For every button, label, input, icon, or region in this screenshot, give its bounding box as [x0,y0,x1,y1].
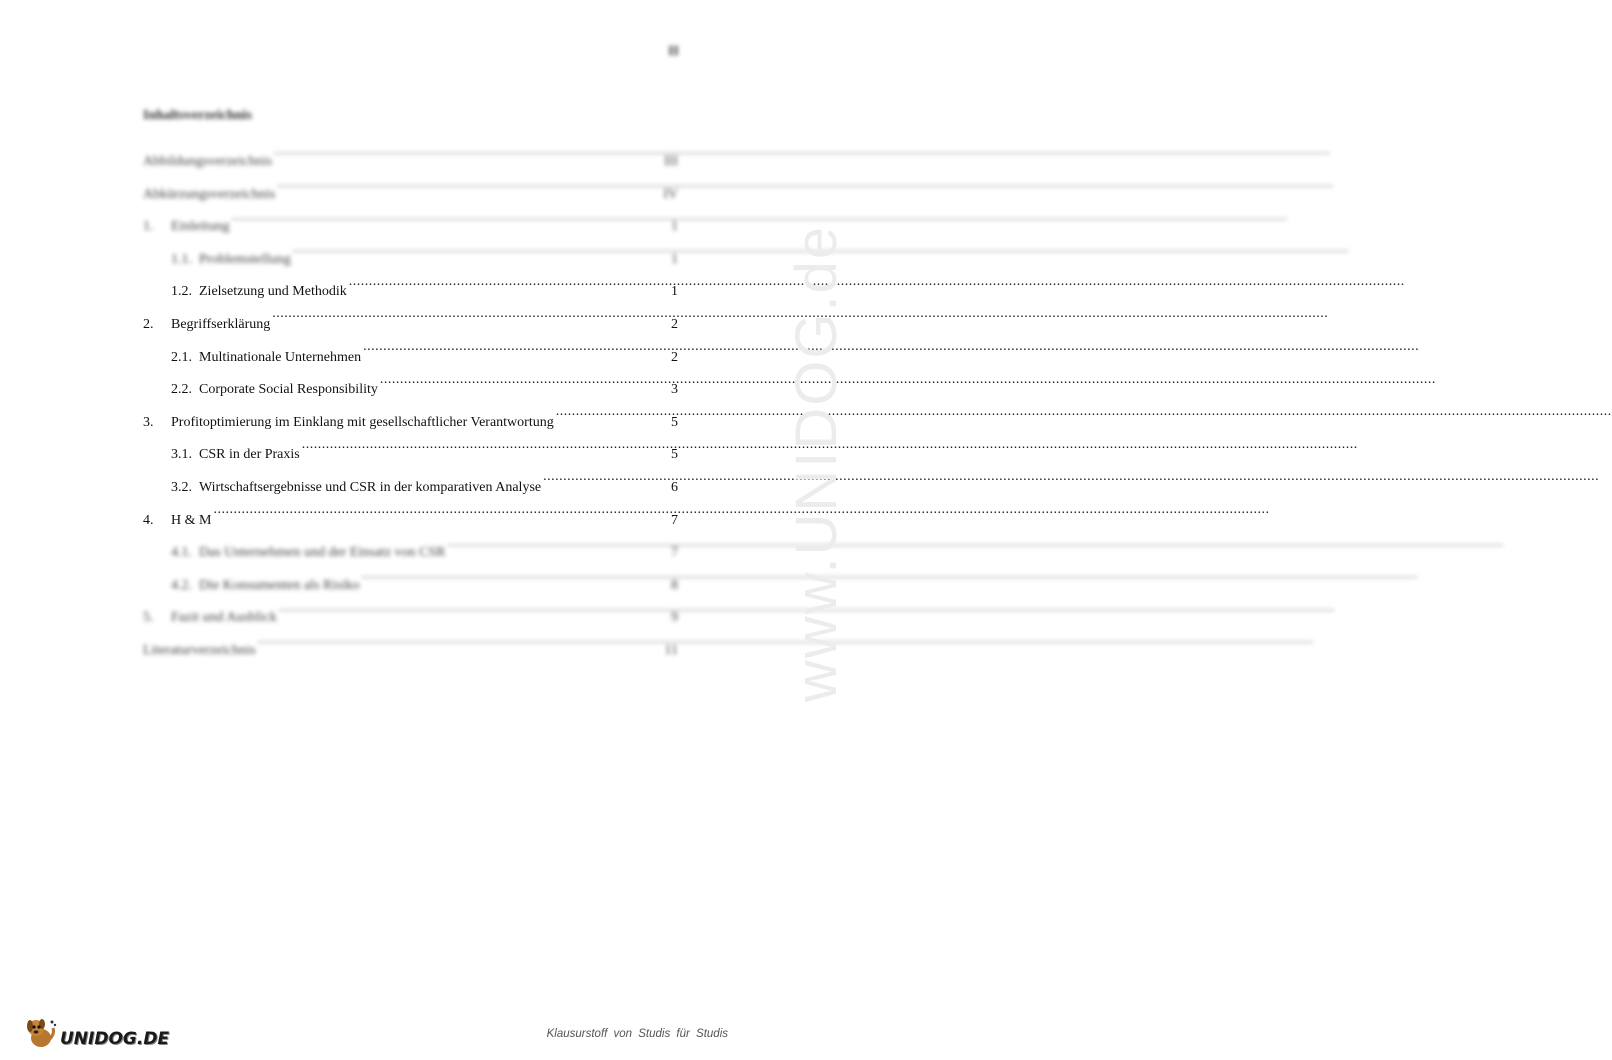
watermark: www.UNIDOG.de [784,224,850,703]
toc-entry-page: 8 [671,577,678,593]
toc-entry-page: 1 [671,251,678,267]
toc-entry-label: Wirtschaftsergebnisse und CSR in der komparativen Analyse [199,479,542,495]
toc-entry-number: 4.1. [171,545,192,561]
toc-entry-label: Profitoptimierung im Einklang mit gesellschaftlicher Verantwortung [171,414,554,430]
dog-mascot-icon [22,1014,58,1050]
toc-dot-leader [213,510,670,524]
toc-dot-leader [293,249,670,263]
toc-entry-number: 3. [143,414,154,430]
toc-entry-number: 5. [143,610,154,626]
toc-entry-page: 2 [671,349,678,365]
toc-dot-leader [448,542,670,556]
toc-entry-page: 9 [671,610,678,626]
page-number: II [668,44,679,59]
table-of-contents [143,146,678,668]
toc-entry-page: 7 [671,545,678,561]
toc-entry-number: 1.2. [171,284,192,300]
toc-entry-number: 2.2. [171,382,192,398]
toc-title: Inhaltsverzeichnis [143,108,252,123]
toc-entry-label: Fazit und Ausblick [171,610,277,626]
toc-entry-number: 4. [143,512,154,528]
toc-entry-number: 3.1. [171,447,192,463]
toc-entry-label: Begriffserklärung [171,316,271,332]
toc-entry-label: Multinationale Unternehmen [199,349,362,365]
toc-entry-number: 4.2. [171,577,192,593]
toc-entry-page: 6 [671,479,678,495]
toc-dot-leader [363,347,670,361]
toc-dot-leader [380,379,670,393]
toc-dot-leader [556,412,670,426]
toc-entry-label: Abkürzungsverzeichnis [143,186,276,202]
toc-entry-number: 1.1. [171,251,192,267]
toc-entry-page: 1 [671,219,678,235]
toc-dot-leader [258,640,664,654]
toc-entry-label: Problemstellung [199,251,291,267]
toc-dot-leader [272,314,670,328]
toc-entry-label: Abbildungsverzeichnis [143,154,273,169]
toc-entry-number: 2.1. [171,349,192,365]
toc-entry-number: 1. [143,219,154,235]
toc-dot-leader [302,444,670,458]
toc-entry-number: 2. [143,316,154,332]
toc-entry-page: IV [663,186,678,202]
toc-dot-leader [231,216,670,230]
toc-entry-number: 3.2. [171,479,192,495]
toc-entry-label: Zielsetzung und Methodik [199,284,347,300]
toc-entry-label: Einleitung [171,219,230,235]
toc-dot-leader [277,184,662,198]
toc-entry [143,635,678,668]
logo-text: UNIDOG.DE [60,1029,170,1049]
toc-dot-leader [279,607,670,621]
toc-entry-label: Das Unternehmen und der Einsatz von CSR [199,545,446,561]
logo [22,1014,169,1050]
toc-dot-leader [543,477,670,491]
toc-entry-page: 1 [671,284,678,300]
toc-entry-page: 3 [671,382,678,398]
toc-entry-label: Die Konsumenten als Risiko [199,577,360,593]
toc-entry-page: 5 [671,447,678,463]
toc-entry-label: H & M [171,512,212,528]
toc-entry-page: 5 [671,414,678,430]
toc-entry-page: III [664,154,678,169]
toc-entry-label: Literaturverzeichnis [143,642,256,658]
toc-entry-page: 2 [671,316,678,332]
toc-dot-leader [362,575,670,589]
toc-entry-label: Corporate Social Responsibility [199,382,378,398]
toc-entry-page: 11 [664,642,678,658]
footer-tagline: Klausurstoff von Studis für Studis [546,1028,728,1040]
toc-entry-label: CSR in der Praxis [199,447,300,463]
toc-dot-leader [349,281,670,295]
toc-entry-page: 7 [671,512,678,528]
toc-dot-leader [274,151,663,165]
